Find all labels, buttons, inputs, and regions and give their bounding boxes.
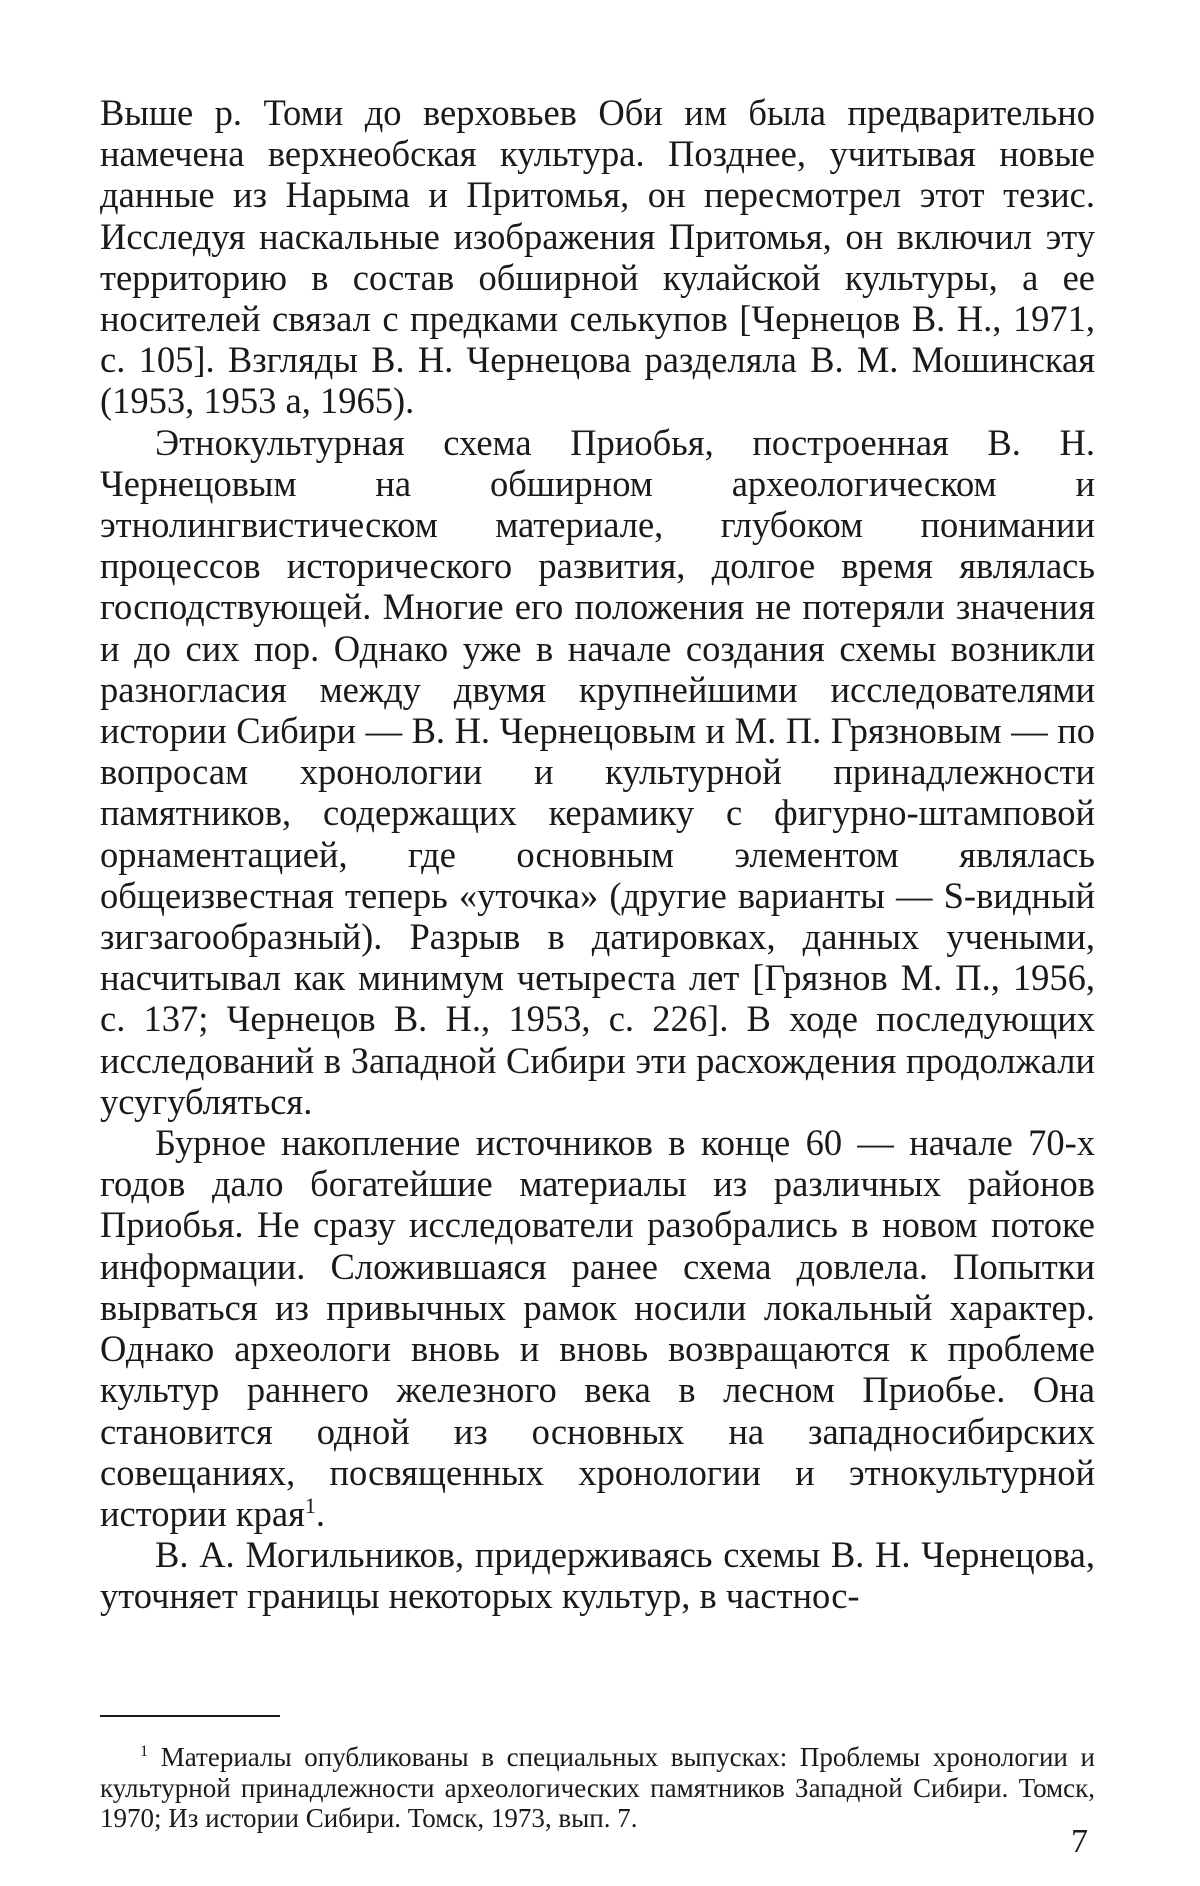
paragraph-3 [100, 1122, 1095, 1534]
page-number: 7 [1071, 1823, 1088, 1860]
paragraph-2: Этнокультурная схема Приобья, построенная В. Н. Чернецовым на обширном археологическом и этнолингвистическом материале, глубоком понимании процессов исторического развития, долгое время являлась господствующей. Многие его положения не потеряли значения и до сих пор. Однако уже в начале создания схемы возникли разногласия между двумя крупнейшими исследователями истории Сибири — В. Н. Чернецовым и М. П. Грязновым — по вопросам хронологии и культурной принадлежности памятников, содержащих керамику с фигурно-штамповой орнаментацией, где основным элементом являлась общеизвестная теперь «уточка» (другие варианты — S-видный зигзагообразный). Разрыв в датировках, данных учеными, насчитывал как минимум четыреста лет [Грязнов М. П., 1956, с. 137; Чернецов В. Н., 1953, с. 226]. В ходе последующих исследований в Западной Сибири эти расхождения продолжали усугубляться. [100, 421, 1095, 1122]
body-text [100, 92, 1095, 1617]
footnote-marker: 1 [140, 1742, 149, 1760]
paragraph-3-end: . [315, 1492, 325, 1534]
footnote-text: Материалы опубликованы в специальных выпусках: Проблемы хронологии и культурной принадлежности археологических памятников Западной Сибири. Томск, 1970; Из истории Сибири. Томск, 1973, вып. 7. [100, 1742, 1095, 1833]
paragraph-4: В. А. Могильников, придерживаясь схемы В. Н. Чернецова, уточняет границы некоторых культур, в частнос- [100, 1534, 1095, 1617]
page-body [100, 92, 1095, 1617]
footnote [100, 1742, 1095, 1834]
footnote-separator [100, 1715, 280, 1717]
footnote-reference: 1 [304, 1492, 316, 1518]
paragraph-3-text: Бурное накопление источников в конце 60 — начале 70-х годов дало богатейшие материалы из различных районов Приобья. Не сразу исследователи разобрались в новом потоке информации. Сложившаяся ранее схема довлела. Попытки вырваться из привычных рамок носили локальный характер. Однако археологи вновь и вновь возвращаются к проблеме культур раннего железного века в лесном Приобье. Она становится одной из основных на западносибирских совещаниях, посвященных хронологии и этнокультурной истории края [100, 1122, 1095, 1534]
paragraph-1: Выше р. Томи до верховьев Оби им была предварительно намечена верхнеобская культура. Позднее, учитывая новые данные из Нарыма и Притомья, он пересмотрел этот тезис. Исследуя наскальные изображения Притомья, он включил эту территорию в состав обширной кулайской культуры, а ее носителей связал с предками селькупов [Чернецов В. Н., 1971, с. 105]. Взгляды В. Н. Чернецова разделяла В. М. Мошинская (1953, 1953 а, 1965). [100, 92, 1095, 422]
